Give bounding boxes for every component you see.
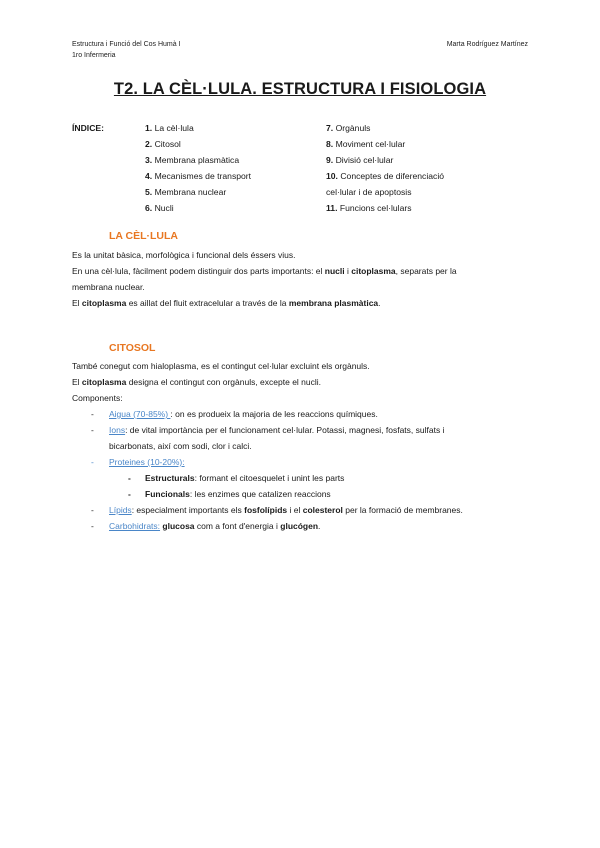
index-item[interactable]: 1. La cèl·lula — [145, 123, 194, 133]
index-item[interactable]: 2. Citosol — [145, 139, 181, 149]
index-item[interactable]: 6. Nucli — [145, 203, 174, 213]
page-title: T2. LA CÈL·LULA. ESTRUCTURA I FISIOLOGIA — [113, 80, 487, 98]
link-lipids[interactable]: Lípids — [109, 505, 132, 515]
bullet-dash: - — [91, 425, 94, 435]
paragraph-line: El citoplasma es aillat del fluit extracelular a través de la membrana plasmàtica. — [72, 298, 381, 308]
index-item[interactable]: 3. Membrana plasmàtica — [145, 155, 240, 165]
list-item-continuation: bicarbonats, així com sodi, clor i calci. — [109, 441, 252, 451]
sub-list-item: - Estructurals: formant el citoesquelet i unint les parts — [0, 470, 600, 486]
list-item — [0, 454, 600, 470]
section-heading-cellula: LA CÈL·LULA — [109, 230, 179, 242]
bullet-dash: - — [128, 473, 131, 483]
paragraph-line: membrana nuclear. — [72, 282, 145, 292]
section-heading-citosol: CITOSOL — [109, 342, 156, 354]
paragraph-line: Components: — [72, 393, 123, 403]
paragraph-line: El citoplasma designa el contingut con orgànuls, excepte el nucli. — [72, 377, 322, 387]
components-list — [0, 406, 600, 534]
bullet-dash: - — [91, 521, 94, 531]
index-item[interactable]: 7. Orgànuls — [326, 123, 371, 133]
list-item: - Carbohidrats: glucosa com a font d'energia i glucógen. — [0, 518, 600, 534]
header-author: Marta Rodríguez Martínez — [446, 41, 528, 48]
paragraph-line: En una cèl·lula, fàcilment podem distinguir dos parts importants: el nucli i citoplasma, separats per la — [72, 266, 457, 276]
link-ions[interactable]: Ions — [109, 425, 126, 435]
sub-list-item: - Funcionals: les enzimes que catalizen reaccions — [0, 486, 600, 502]
bullet-dash: - — [128, 489, 131, 499]
bullet-dash: - — [91, 409, 94, 419]
index-item[interactable]: 9. Divisió cel·lular — [326, 155, 394, 165]
index-label: ÍNDICE: — [72, 123, 104, 133]
list-item: - Ions: de vital importància per el funcionament cel·lular. Potassi, magnesi, fosfats, sulfats i — [0, 422, 600, 438]
index-item[interactable]: 8. Moviment cel·lular — [326, 139, 406, 149]
header-course: Estructura i Funció del Cos Humà I — [72, 41, 181, 48]
index-left-column — [145, 120, 251, 216]
index-item[interactable]: 5. Membrana nuclear — [145, 187, 227, 197]
list-item: - Lípids: especialment importants els fosfolípids i el colesterol per la formació de membranes. — [0, 502, 600, 518]
index-item[interactable]: cel·lular i de apoptosis — [326, 187, 412, 197]
bullet-dash: - — [91, 505, 94, 515]
paragraph-line: Es la unitat bàsica, morfològica i funcional dels éssers vius. — [72, 250, 296, 260]
bullet-dash: - — [91, 457, 94, 467]
link-aigua[interactable]: Aigua (70-85%) — [109, 409, 171, 419]
index-item[interactable]: 11. Funcions cel·lulars — [326, 203, 412, 213]
section-citosol-body — [72, 358, 532, 406]
index-right-column — [326, 120, 444, 216]
section-cellula-body — [72, 247, 532, 311]
link-carbohidrats[interactable]: Carbohidrats: — [109, 521, 161, 531]
paragraph-line: També conegut com hialoplasma, es el contingut cel·lular excluint els orgànuls. — [72, 361, 370, 371]
list-item: - Aigua (70-85%) : on es produeix la majoria de les reaccions químiques. — [0, 406, 600, 422]
index-item[interactable]: 4. Mecanismes de transport — [145, 171, 252, 181]
index-item[interactable]: 10. Conceptes de diferenciació — [326, 171, 445, 181]
link-proteines[interactable]: Proteines (10-20%): — [109, 457, 185, 467]
header-degree: 1ro Infermeria — [72, 52, 116, 59]
